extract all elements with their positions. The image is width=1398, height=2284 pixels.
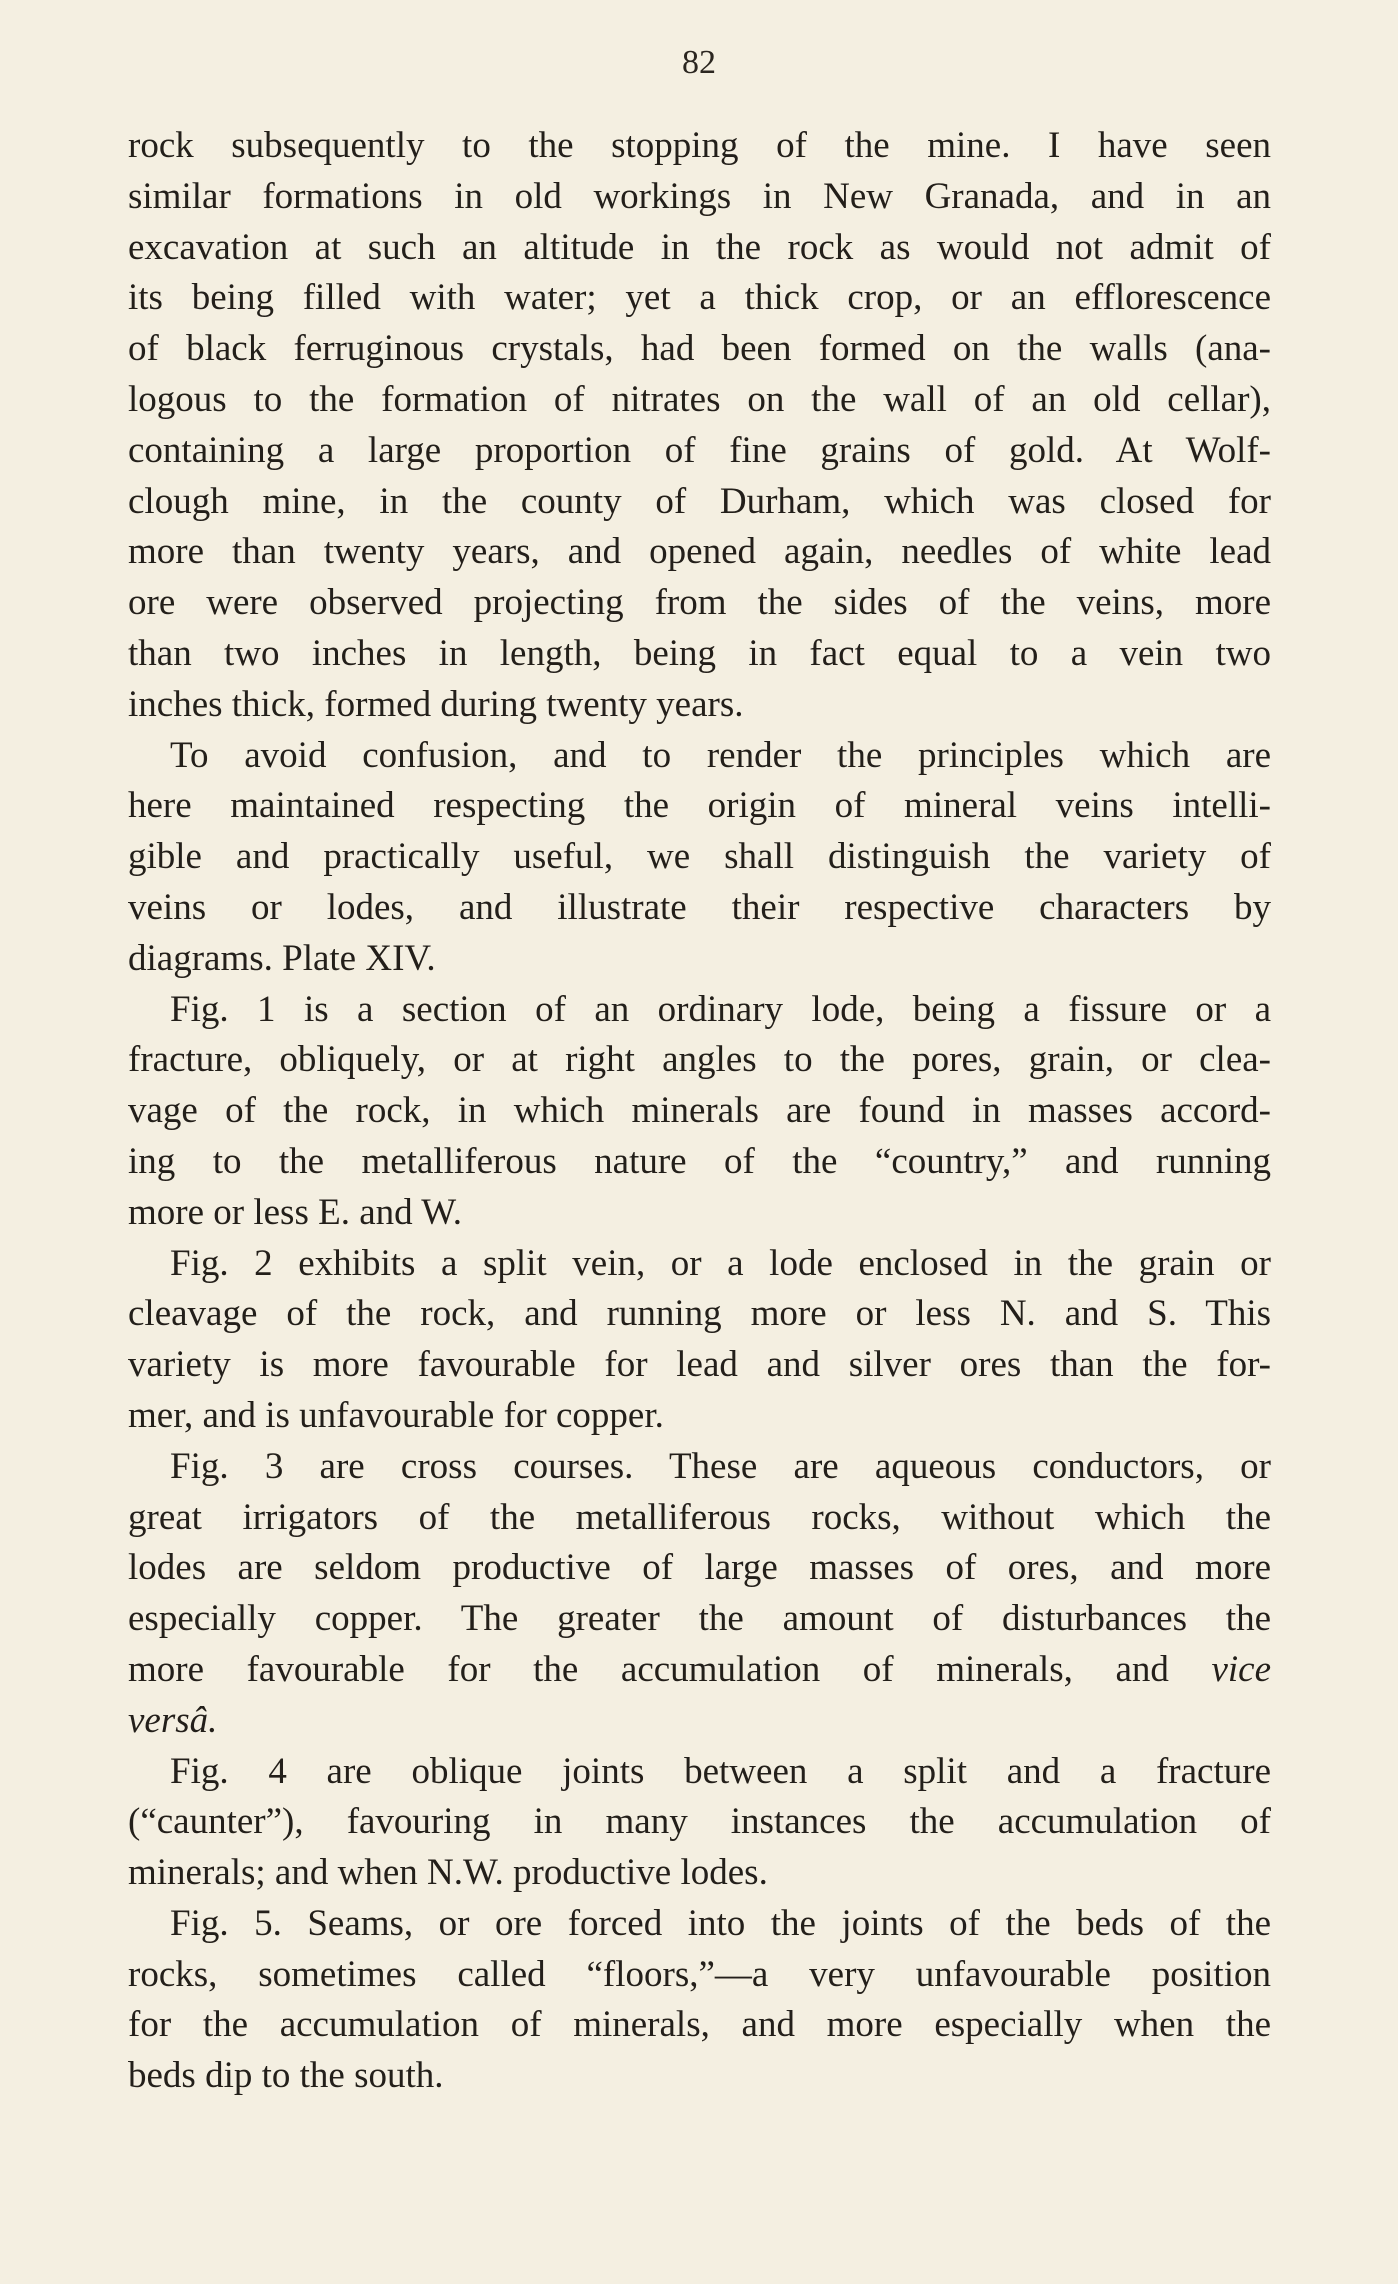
text-line: ing to the metalliferous nature of the “country,” and running [128, 1140, 1271, 1182]
text-line: diagrams. Plate XIV. [128, 937, 436, 979]
text-line: containing a large proportion of fine grains of gold. At Wolf- [128, 429, 1271, 471]
text-line: cleavage of the rock, and running more or less N. and S. This [128, 1293, 1271, 1335]
text-line: versâ. [128, 1699, 218, 1741]
paragraph [128, 1747, 1271, 1899]
text-line: than two inches in length, being in fact equal to a vein two [128, 632, 1271, 674]
text-line: Fig. 4 are oblique joints between a split and a fracture [170, 1750, 1271, 1792]
text-line: clough mine, in the county of Durham, which was closed for [128, 480, 1271, 522]
text-line: here maintained respecting the origin of mineral veins intelli- [128, 785, 1271, 827]
text-line: ore were observed projecting from the sides of the veins, more [128, 582, 1271, 624]
text-line: lodes are seldom productive of large masses of ores, and more [128, 1547, 1271, 1589]
italic-term: vice [1211, 1648, 1271, 1690]
text-line: fracture, obliquely, or at right angles to the pores, grain, or clea- [128, 1039, 1271, 1081]
text-line: rocks, sometimes called “floors,”—a very unfavourable position [128, 1953, 1271, 1995]
text-line: excavation at such an altitude in the rock as would not admit of [128, 226, 1271, 268]
text-line-segment: more favourable for the accumulation of minerals, and [128, 1648, 1169, 1690]
text-line: Fig. 2 exhibits a split vein, or a lode enclosed in the grain or [170, 1242, 1271, 1284]
text-line: logous to the formation of nitrates on the wall of an old cellar), [128, 378, 1271, 420]
text-line: especially copper. The greater the amount of disturbances the [128, 1598, 1271, 1640]
text-line: (“caunter”), favouring in many instances the accumulation of [128, 1801, 1271, 1843]
text-line: its being filled with water; yet a thick crop, or an efflorescence [128, 277, 1271, 319]
text-line: vage of the rock, in which minerals are found in masses accord- [128, 1090, 1271, 1132]
text-line: of black ferruginous crystals, had been formed on the walls (ana- [128, 328, 1271, 370]
text-line: more or less E. and W. [128, 1191, 462, 1233]
text-line: similar formations in old workings in New Granada, and in an [128, 175, 1271, 217]
text-line: Fig. 3 are cross courses. These are aqueous conductors, or [170, 1445, 1271, 1487]
paragraph [128, 121, 1271, 731]
text-line: gible and practically useful, we shall distinguish the variety of [128, 836, 1271, 878]
text-line: inches thick, formed during twenty years. [128, 683, 744, 725]
text-line: for the accumulation of minerals, and more especially when the [128, 2004, 1271, 2046]
text-line: Fig. 5. Seams, or ore forced into the joints of the beds of the [170, 1902, 1271, 1944]
body-text [128, 121, 1271, 2102]
text-line: variety is more favourable for lead and silver ores than the for- [128, 1344, 1271, 1386]
text-line: great irrigators of the metalliferous rocks, without which the [128, 1496, 1271, 1538]
text-line: Fig. 1 is a section of an ordinary lode, being a fissure or a [170, 988, 1271, 1030]
paragraph [128, 1899, 1271, 2102]
text-line: veins or lodes, and illustrate their respective characters by [128, 886, 1271, 928]
paragraph [128, 985, 1271, 1239]
text-line: To avoid confusion, and to render the principles which are [170, 734, 1271, 776]
text-line: beds dip to the south. [128, 2055, 444, 2097]
text-line [128, 1645, 1271, 1696]
text-line: mer, and is unfavourable for copper. [128, 1394, 664, 1436]
page-number: 82 [682, 44, 716, 81]
paragraph [128, 731, 1271, 985]
paragraph [128, 1442, 1271, 1747]
text-line: rock subsequently to the stopping of the mine. I have seen [128, 125, 1271, 166]
text-line: minerals; and when N.W. productive lodes. [128, 1852, 768, 1894]
paragraph [128, 1239, 1271, 1442]
text-line: more than twenty years, and opened again, needles of white lead [128, 531, 1271, 573]
